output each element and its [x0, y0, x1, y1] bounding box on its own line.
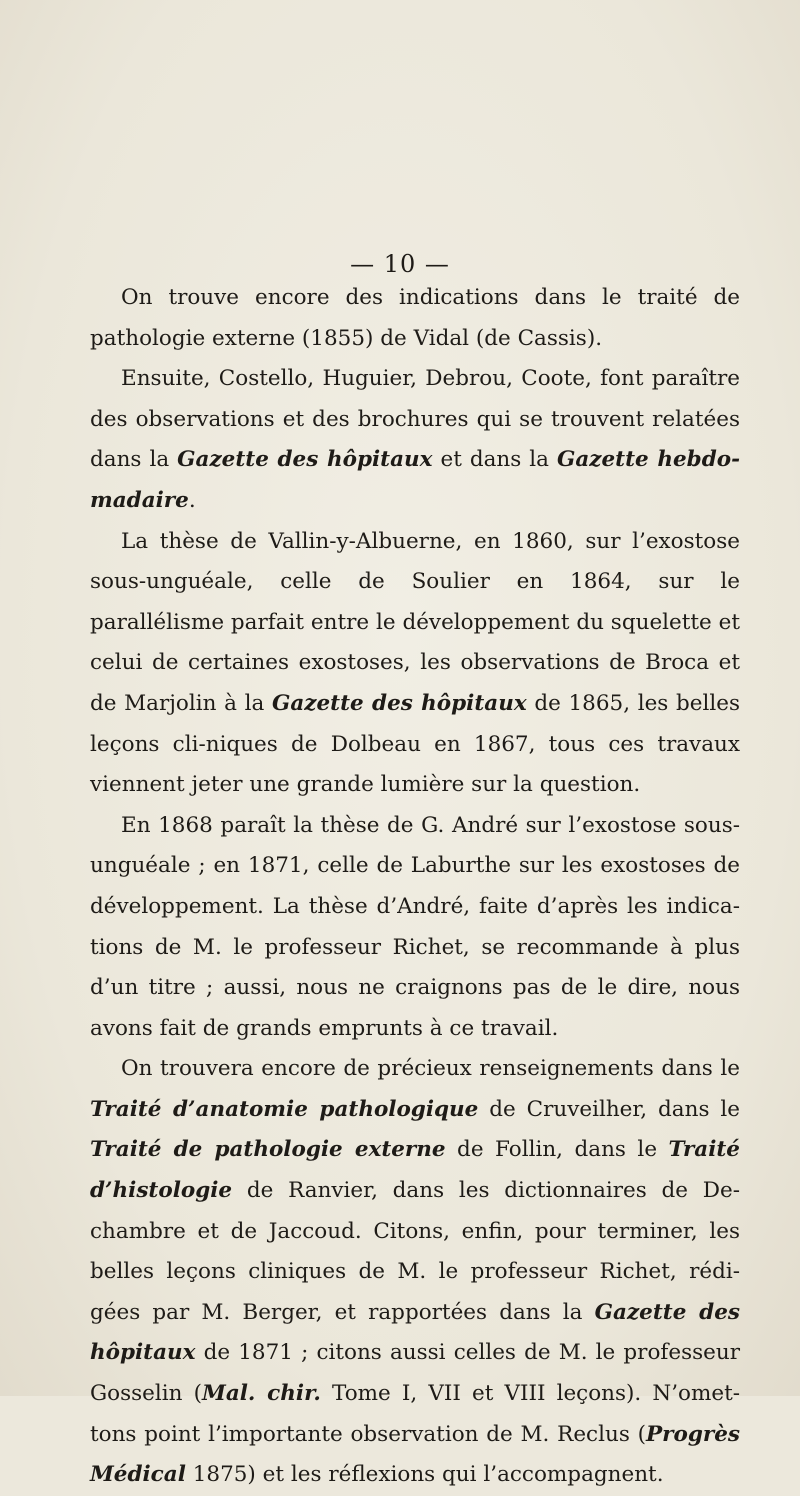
- text-run: En 1868 paraît la thèse de G. André sur l’exostose sous-unguéale ; en 1871, celle de Laburthe sur les exostoses de développement. La thèse d’André, faite d’après les indica-tions de M. le professeur Richet, se recommande à plus d’un titre ; aussi, nous ne craignons pas de le dire, nous avons fait de grands emprunts à ce travail.: [90, 812, 740, 1041]
- text-run: de Cruveilher, dans le: [478, 1096, 740, 1122]
- italic-title: Gazette des hôpitaux: [272, 690, 527, 716]
- page-number: — 10 —: [350, 250, 450, 278]
- text-run: .: [188, 487, 196, 513]
- paragraph: [90, 522, 740, 806]
- text-run: de 1871 ; citons aussi celles de M. le professeur Gosselin (: [90, 1340, 740, 1407]
- paragraph: [90, 359, 740, 521]
- text-run: 1875) et les réflexions qui l’accompagnent.: [185, 1462, 664, 1488]
- text-run: de 1865, les belles leçons cli-niques de Dolbeau en 1867, tous ces travaux viennent jeter une grande lumière sur la question.: [90, 690, 741, 798]
- italic-title: Traité de pathologie externe: [90, 1137, 446, 1163]
- text-run: Tome I, VII et VIII leçons). N’omet-tons point l’importante observation de M. Reclus (: [90, 1381, 740, 1447]
- text-run: et dans la: [432, 447, 557, 473]
- paragraph: [90, 806, 740, 1050]
- paragraph: [90, 278, 740, 359]
- italic-title: Traité d’anatomie pathologique: [90, 1096, 479, 1122]
- italic-title: Traité d’histologie: [90, 1137, 740, 1204]
- italic-title: Gazette des hôpitaux: [90, 1299, 740, 1366]
- body-text: [90, 278, 740, 1496]
- text-run: On trouvera encore de précieux renseignements dans le: [121, 1056, 740, 1082]
- text-run: de Ranvier, dans les dictionnaires de De-chambre et de Jaccoud. Citons, enfin, pour terminer, les belles leçons cliniques de M. le professeur Richet, rédi-gées par M. Berger, et rapportées dans la: [90, 1178, 740, 1325]
- italic-title: Gazette hebdo-madaire: [90, 447, 741, 513]
- text-run: La thèse de Vallin-y-Albuerne, en 1860, sur l’exostose sous-unguéale, celle de Soulier en 1864, sur le parallélisme parfait entre le développement du squelette et celui de certaines exostoses, les observations de Broca et de Marjolin à la: [90, 528, 740, 716]
- text-run: On trouve encore des indications dans le traité de pathologie externe (1855) de Vidal (de Cassis).: [90, 285, 740, 351]
- text-run: Ensuite, Costello, Huguier, Debrou, Coote, font paraître des observations et des brochures qui se trouvent relatées dans la: [90, 366, 740, 473]
- italic-title: Mal. chir.: [202, 1381, 321, 1407]
- text-run: de Follin, dans le: [445, 1137, 669, 1163]
- paragraph: [90, 1049, 740, 1496]
- italic-title: Progrès Médical: [90, 1421, 740, 1488]
- italic-title: Gazette des hôpitaux: [177, 447, 433, 473]
